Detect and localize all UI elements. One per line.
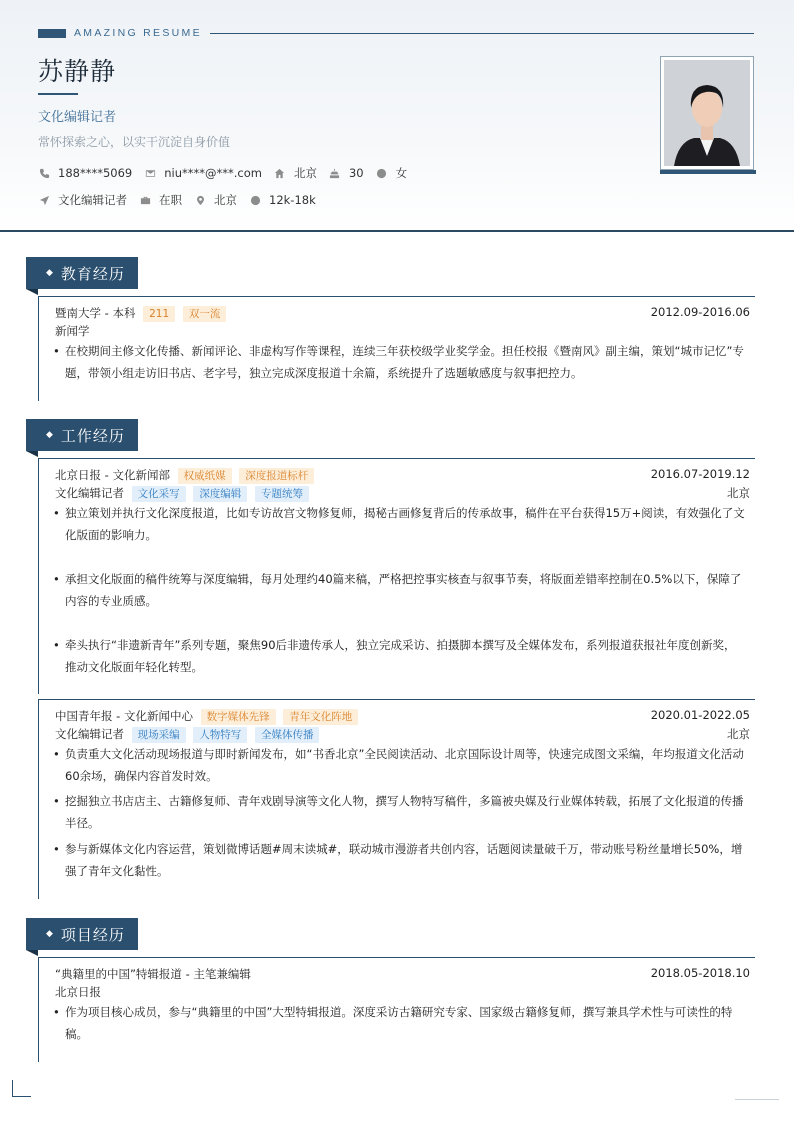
diamond-icon: ◆ [46, 929, 54, 939]
education-date: 2012.09-2016.06 [650, 305, 750, 319]
job-date: 2020.01-2022.05 [650, 708, 750, 722]
job-bullet: • 承担文化版面的稿件统筹与深度编辑，每月处理约40篇来稿，严格把控事实核查与叙事节奏，将版面差错率控制在0.5%以下，保障了内容的专业质感。 [53, 568, 747, 612]
gender-icon [376, 167, 388, 179]
resume-header [0, 0, 794, 232]
email-item [144, 166, 262, 180]
intent-position-text: 文化编辑记者 [58, 193, 127, 207]
company-tag: 深度报道标杆 [239, 468, 314, 484]
job-intent-row [38, 192, 328, 208]
photo-frame [660, 56, 754, 170]
company-tag: 数字媒体先锋 [201, 709, 276, 725]
project-bullet: • 作为项目核心成员，参与“典籍里的中国”大型特辑报道。深度采访古籍研究专家、国家级古籍修复师，撰写兼具学术性与可读性的特稿。 [53, 1001, 747, 1045]
job-bullet: • 负责重大文化活动现场报道与即时新闻发布，如“书香北京”全民阅读活动、北京国际设计周等，快速完成图文采编，年均报道文化活动60余场，确保内容首发时效。 [53, 743, 747, 787]
intent-city-item [194, 192, 237, 208]
corner-decoration [735, 1099, 779, 1100]
job-title: 文化编辑记者 [38, 110, 117, 125]
education-major: 新闻学 [55, 324, 90, 338]
job-bullet: • 牵头执行“非遗新青年”系列专题，聚焦90后非遗传承人，独立完成采访、拍摄脚本撰写及全媒体发布，系列报道获报社年度创新奖，推动文化版面年轻化转型。 [53, 634, 747, 678]
salary-item [249, 193, 316, 207]
work-title-text: 工作经历 [60, 426, 125, 445]
brand-row [38, 27, 202, 39]
salary-icon [249, 194, 261, 206]
photo-accent-bar [660, 170, 756, 174]
job-role-line [55, 726, 750, 743]
gender-item [376, 165, 408, 181]
education-block [38, 296, 755, 401]
intent-city-text: 北京 [214, 193, 237, 207]
company-tag: 青年文化阵地 [283, 709, 358, 725]
project-org: 北京日报 [55, 985, 101, 999]
send-icon [38, 194, 50, 206]
job-bullet: • 独立策划并执行文化深度报道，比如专访故宫文物修复师，揭秘古画修复背后的传承故事，稿件在平台获得15万+阅读，有效强化了文化版面的影响力。 [53, 502, 747, 546]
school-tag: 双一流 [183, 306, 227, 322]
diamond-icon: ◆ [46, 268, 54, 278]
job-company: 北京日报 - 文化新闻部 [55, 468, 170, 482]
motto: 常怀探索之心，以实干沉淀自身价值 [38, 135, 231, 149]
status-text: 在职 [159, 193, 182, 207]
job-city: 北京 [727, 486, 750, 500]
hometown-item [274, 165, 317, 181]
age-item [329, 166, 364, 180]
job-company-line [55, 467, 750, 484]
cake-icon [329, 167, 341, 179]
mail-icon [144, 167, 156, 179]
role-tag: 深度编辑 [193, 486, 247, 502]
job-role: 文化编辑记者 [55, 486, 124, 500]
role-tag: 全媒体传播 [255, 727, 320, 743]
project-section-title [26, 918, 138, 950]
intent-position-item [38, 192, 127, 208]
status-item [139, 192, 182, 208]
project-block [38, 957, 755, 1062]
gender-text: 女 [395, 166, 408, 180]
section-fold [26, 451, 38, 457]
project-date: 2018.05-2018.10 [650, 966, 750, 980]
job-date: 2016.07-2019.12 [650, 467, 750, 481]
work-section-title [26, 419, 138, 451]
school-tag: 211 [143, 306, 175, 322]
phone-icon [38, 167, 50, 179]
project-name-line [55, 966, 750, 982]
work-job-2 [38, 699, 755, 899]
email-text: niu****@***.com [164, 166, 262, 180]
work-job-1 [38, 458, 755, 694]
brand-text: AMAZING RESUME [74, 27, 202, 39]
salary-text: 12k-18k [269, 193, 316, 207]
location-pin-icon [194, 194, 206, 206]
candidate-name: 苏静静 [38, 57, 117, 86]
phone-text: 188****5069 [58, 166, 133, 180]
hometown-text: 北京 [293, 166, 317, 180]
job-company: 中国青年报 - 文化新闻中心 [55, 709, 193, 723]
education-title-text: 教育经历 [60, 264, 125, 283]
project-title-text: 项目经历 [60, 925, 125, 944]
role-tag: 现场采编 [132, 727, 186, 743]
section-fold [26, 950, 38, 956]
corner-decoration [12, 1080, 31, 1097]
job-city: 北京 [727, 727, 750, 741]
role-tag: 文化采写 [132, 486, 186, 502]
project-name: “典籍里的中国”特辑报道 - 主笔兼编辑 [55, 967, 251, 981]
home-icon [274, 167, 286, 179]
role-tag: 人物特写 [193, 727, 247, 743]
school-name: 暨南大学 - 本科 [55, 306, 136, 320]
education-school-line [55, 305, 750, 322]
education-section-title [26, 257, 138, 289]
section-fold [26, 289, 38, 295]
company-tag: 权威纸媒 [178, 468, 232, 484]
education-bullet: • 在校期间主修文化传播、新闻评论、非虚构写作等课程，连续三年获校级学业奖学金。担任校报《暨南风》副主编，策划“城市记忆”专题，带领小组走访旧书店、老字号，独立完成深度报道十余篇，系统提升了选题敏感度与叙事把控力。 [53, 340, 747, 384]
job-role-line [55, 485, 750, 502]
profile-photo [664, 60, 750, 166]
job-bullet: • 参与新媒体文化内容运营，策划微博话题#周末读城#，联动城市漫游者共创内容，话题阅读量破千万，带动账号粉丝量增长50%，增强了青年文化黏性。 [53, 838, 747, 882]
brand-block [38, 29, 66, 38]
job-role: 文化编辑记者 [55, 727, 124, 741]
job-company-line [55, 708, 750, 725]
briefcase-icon [139, 194, 151, 206]
role-tag: 专题统筹 [255, 486, 309, 502]
job-bullet: • 挖掘独立书店店主、古籍修复师、青年戏剧导演等文化人物，撰写人物特写稿件，多篇被央媒及行业媒体转载，拓展了文化报道的传播半径。 [53, 790, 747, 834]
contact-row [38, 165, 419, 181]
diamond-icon: ◆ [46, 430, 54, 440]
brand-divider [210, 33, 754, 34]
phone-item [38, 166, 132, 180]
age-text: 30 [348, 166, 364, 180]
name-underline [38, 93, 78, 95]
